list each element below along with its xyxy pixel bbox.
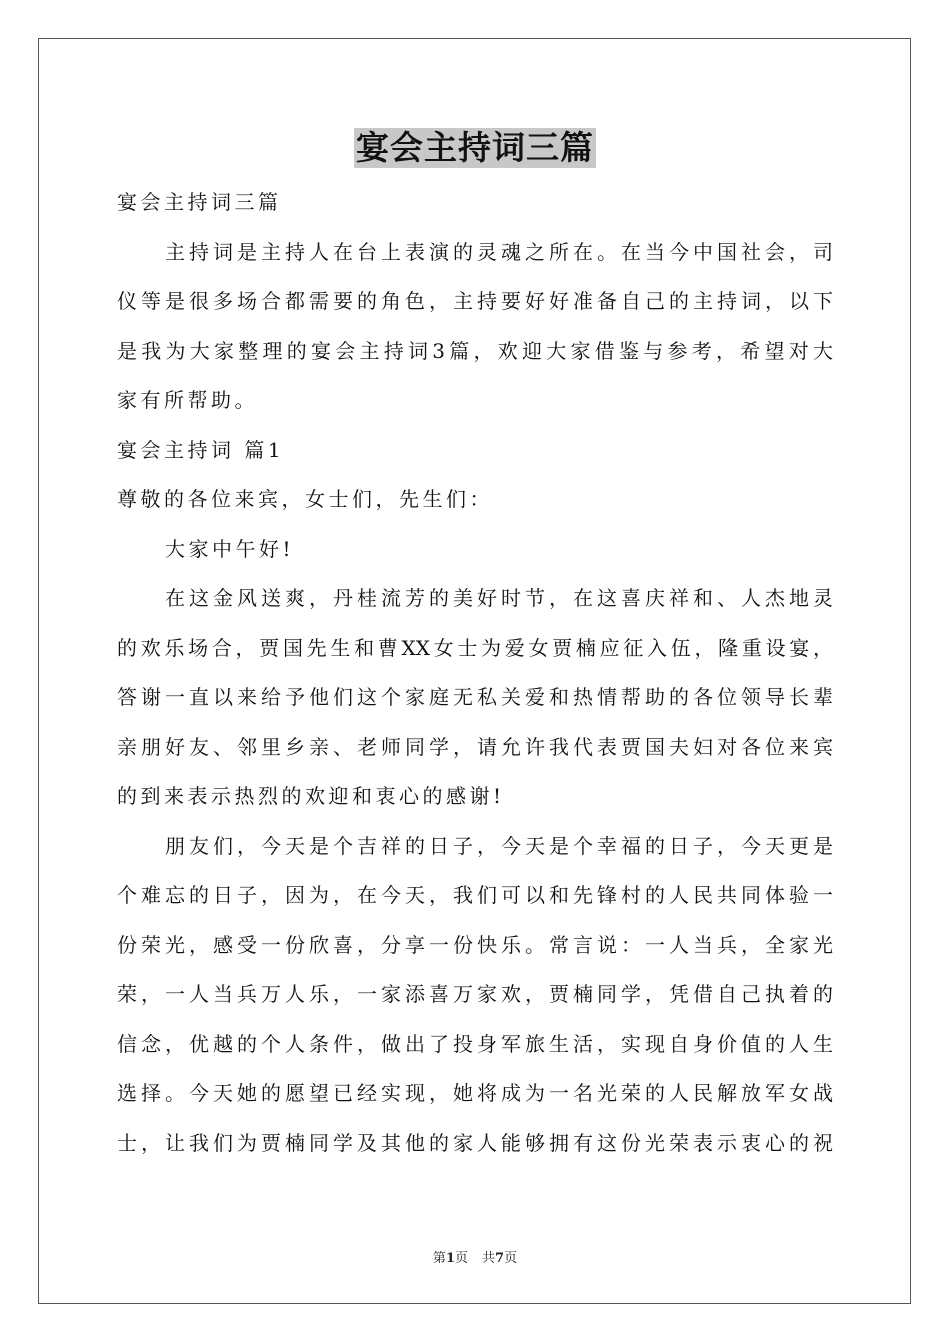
body-line: 的欢乐场合，贾国先生和曹XX女士为爱女贾楠应征入伍，隆重设宴，	[117, 635, 833, 660]
page-prefix: 第	[432, 1251, 446, 1266]
body-line: 仪等是很多场合都需要的角色，主持要好好准备自己的主持词，以下	[117, 289, 833, 313]
body-line: 士，让我们为贾楠同学及其他的家人能够拥有这份光荣表示衷心的祝	[117, 1130, 833, 1155]
body-line: 选择。今天她的愿望已经实现，她将成为一名光荣的人民解放军女战	[117, 1081, 833, 1105]
body-line: 家有所帮助。	[117, 388, 258, 412]
body-line: 是我为大家整理的宴会主持词3篇，欢迎大家借鉴与参考，希望对大	[117, 338, 833, 363]
document-title: 宴会主持词三篇	[356, 128, 594, 167]
document-body	[117, 178, 833, 1168]
body-line: 在这金风送爽，丹桂流芳的美好时节，在这喜庆祥和、人杰地灵	[165, 586, 833, 610]
body-line: 大家中午好!	[165, 536, 295, 561]
body-line: 宴会主持词三篇	[117, 190, 282, 214]
body-line: 份荣光，感受一份欣喜，分享一份快乐。常言说：一人当兵，全家光	[117, 932, 833, 957]
section-heading: 宴会主持词 篇1	[117, 437, 285, 462]
current-page-number: 1	[445, 1251, 455, 1266]
title-container	[0, 128, 950, 168]
page-suffix: 页	[454, 1251, 468, 1266]
total-page-number: 7	[495, 1251, 505, 1266]
body-line: 尊敬的各位来宾，女士们，先生们：	[117, 487, 493, 511]
body-line: 亲朋好友、邻里乡亲、老师同学，请允许我代表贾国夫妇对各位来宾	[117, 734, 833, 759]
total-suffix: 页	[504, 1251, 518, 1266]
page-footer	[0, 1247, 950, 1266]
body-line: 答谢一直以来给予他们这个家庭无私关爱和热情帮助的各位领导长辈	[117, 685, 833, 709]
total-prefix: 共	[482, 1251, 496, 1266]
body-line: 主持词是主持人在台上表演的灵魂之所在。在当今中国社会，司	[165, 239, 833, 264]
body-line: 的到来表示热烈的欢迎和衷心的感谢!	[117, 784, 505, 808]
body-line: 个难忘的日子，因为，在今天，我们可以和先锋村的人民共同体验一	[117, 883, 833, 907]
body-line: 荣，一人当兵万人乐，一家添喜万家欢，贾楠同学，凭借自己执着的	[117, 982, 833, 1006]
body-line: 信念，优越的个人条件，做出了投身军旅生活，实现自身价值的人生	[117, 1031, 833, 1056]
body-line: 朋友们，今天是个吉祥的日子，今天是个幸福的日子，今天更是	[165, 833, 833, 858]
